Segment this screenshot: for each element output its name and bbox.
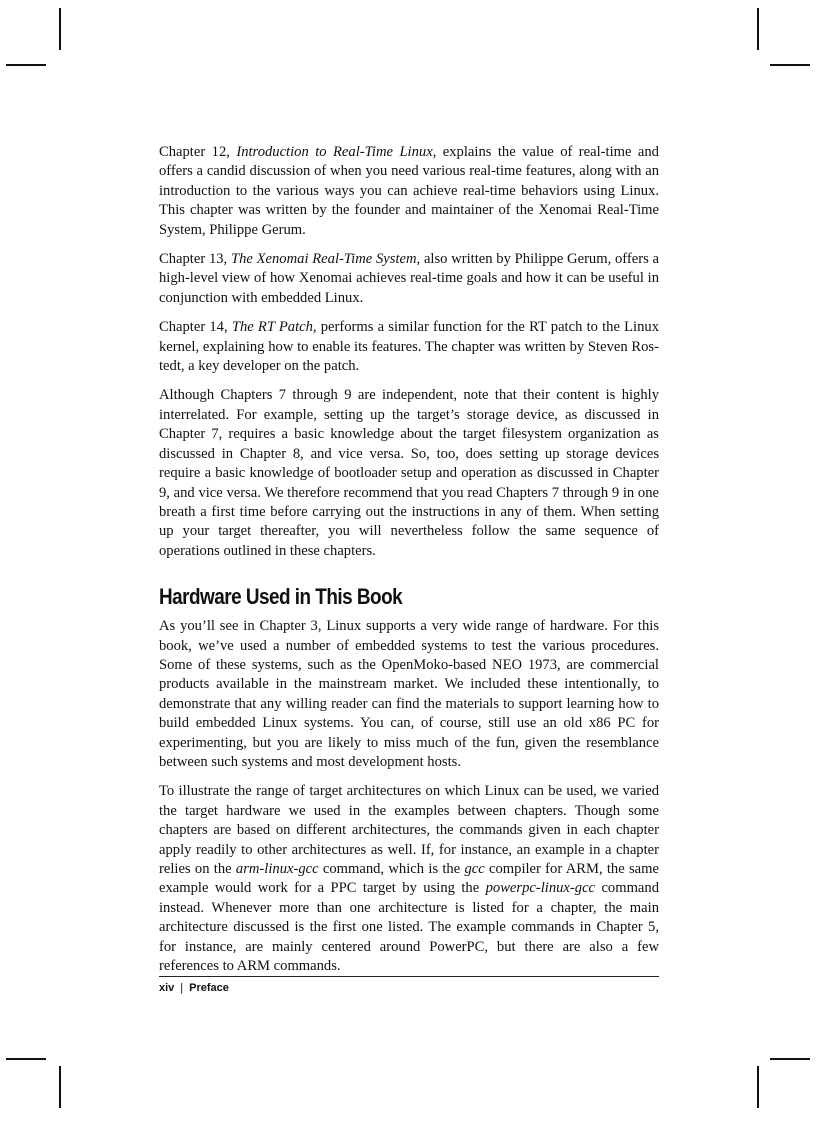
italic-text-run: powerpc-linux-gcc (485, 880, 596, 897)
text-run: As you’ll see in Chapter 3, Linux supports a very wide range of hardware. For this book, we’ve used a number of embedded systems to test the various procedures. Some of these systems, such as the OpenMoko-based NEO 1973, are commercial products available in the mainstream market. We included these intentionally, to demonstrate that any willing reader can find the materials to support learning how to build embedded Linux systems. You can, of course, still use an old x86 PC for experimenting, but you are likely to miss much of the fun, given the resemblance between such systems and most development hosts. (159, 618, 659, 770)
text-run: Chapter 12, (159, 144, 237, 160)
paragraphs-before-heading (159, 143, 659, 561)
text-run: , performs a similar function for the RT patch to the Linux kernel, explaining how to enable its features. The chapter was written by Steven Rostedt, a key developer on the patch. (159, 319, 659, 375)
italic-text-run: The RT Patch (231, 319, 313, 336)
crop-mark-top-right-horizontal (770, 64, 810, 66)
italic-text-run: The Xenomai Real-Time System (230, 251, 417, 268)
text-run: command instead. Whenever more than one architecture is listed for a chapter, the main architecture discussed is the first one listed. The example commands in Chapter 5, for instance, are mainly centered around PowerPC, but there are also a few references to ARM commands. (159, 880, 660, 975)
text-run: To illustrate the range of target architectures on which Linux can be used, we varied the target hardware we used in the examples between chapters. Though some chapters are based on different architectures, the commands given in each chapter apply readily to other architectures as well. If, for instance, an example in a chapter relies on the (159, 783, 659, 877)
crop-mark-bottom-right-vertical (757, 1066, 759, 1108)
paragraph-hardware-range (159, 617, 659, 772)
footer-section-title: Preface (189, 982, 229, 994)
crop-mark-bottom-left-vertical (59, 1066, 61, 1108)
page-number: xiv (159, 982, 175, 994)
paragraph-chapters-7-9 (159, 386, 659, 561)
crop-mark-bottom-right-horizontal (770, 1058, 810, 1060)
text-run: command, which is the (318, 861, 465, 877)
text-run: compiler for ARM, the same example would work for a PPC target by using the (159, 861, 659, 897)
paragraph-chapter-12 (159, 143, 659, 240)
italic-text-run: gcc (464, 861, 485, 877)
section-heading: Hardware Used in This Book (159, 584, 403, 610)
text-run: , explains the value of real-time and offers a candid discussion of when you need various real-time features, along with an introduction to the various ways you can achieve real-time behaviors using Linux. This chapter was written by the founder and maintainer of the Xenomai Real-Time System, Philippe Gerum. (159, 144, 659, 238)
text-run: , also written by Philippe Gerum, offers a high-level view of how Xenomai achieves real-time goals and how it can be useful in conjunction with embedded Linux. (159, 251, 659, 306)
italic-text-run: arm-linux-gcc (235, 861, 319, 877)
paragraph-target-architectures (159, 782, 659, 976)
footer-separator: | (180, 982, 184, 994)
page-body (159, 143, 659, 986)
crop-mark-top-left-horizontal (6, 64, 46, 66)
paragraphs-after-heading (159, 617, 659, 976)
italic-text-run: Introduction to Real-Time Linux (236, 144, 433, 160)
footer-rule (159, 976, 659, 977)
paragraph-chapter-14 (159, 318, 659, 376)
text-run: Chapter 14, (159, 319, 232, 336)
text-run: Although Chapters 7 through 9 are independent, note that their content is highly interrelated. For example, setting up the target’s storage device, as discussed in Chapter 7, requires a basic knowledge about the target filesystem organization as discussed in Chapter 8, and vice versa. So, too, does setting up storage devices require a basic knowledge of bootloader setup and operation as discussed in Chapter 9, and vice versa. We therefore recommend that you read Chapters 7 through 9 in one breath a first time before carrying out the instructions in any of them. When setting up your target thereafter, you will nevertheless follow the same sequence of operations outlined in these chapters. (159, 387, 659, 559)
text-run: Chapter 13, (159, 251, 231, 268)
crop-mark-top-right-vertical (757, 8, 759, 50)
crop-mark-bottom-left-horizontal (6, 1058, 46, 1060)
paragraph-chapter-13 (159, 250, 659, 308)
crop-mark-top-left-vertical (59, 8, 61, 50)
page-footer (159, 982, 229, 994)
